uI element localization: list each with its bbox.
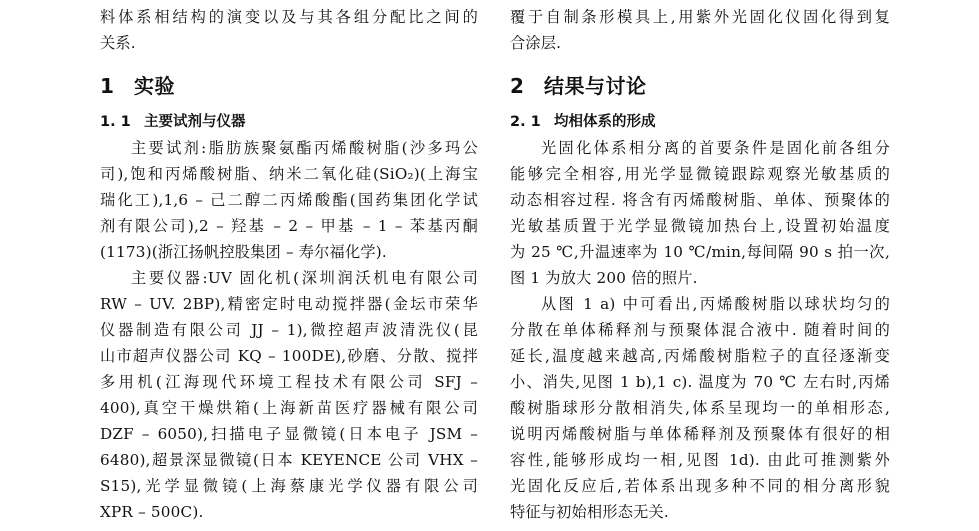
body-text-line: 分散在单体稀释剂与预聚体混合液中. 随着时间的 [510,321,890,339]
body-text-line: S15),光学显微镜(上海蔡康光学仪器有限公司 [100,477,478,495]
subsection-title: 均相体系的形成 [554,114,656,130]
body-text-line: DZF – 6050),扫描电子显微镜(日本电子 JSM – [100,425,478,443]
body-text-line: 动态相容过程. 将含有丙烯酸树脂、单体、预聚体的 [510,191,890,209]
left-column [100,4,478,525]
body-text-line: 山市超声仪器公司 KQ – 100DE),砂磨、分散、搅拌 [100,347,478,365]
body-text-line: 光固化反应后,若体系出现多种不同的相分离形貌 [510,477,890,495]
body-text-line: 覆于自制条形模具上,用紫外光固化仪固化得到复 [510,8,890,26]
section-title: 实验 [134,74,175,98]
body-text-line: 延长,温度越来越高,丙烯酸树脂粒子的直径逐渐变 [510,347,890,365]
body-text-line: 关系. [100,34,136,52]
section-heading-1 [100,73,478,99]
subsection-heading-1-1 [100,109,478,135]
body-text-line: 酸树脂球形分散相消失,体系呈现均一的单相形态, [510,399,890,417]
section-title: 结果与讨论 [544,74,647,98]
body-text-line: 说明丙烯酸树脂与单体稀释剂及预聚体有很好的相 [510,425,890,443]
body-text-line: XPR – 500C). [100,503,204,521]
section-number: 1 [100,74,115,98]
body-text-line: 合涂层. [510,34,562,52]
subsection-number: 2. 1 [510,114,541,130]
homogeneous-system-paragraph-2 [510,291,890,525]
body-text-line: 6480),超景深显微镜(日本 KEYENCE 公司 VHX – [100,451,478,469]
body-text-line: 多用机(江海现代环境工程技术有限公司 SFJ – [100,373,478,391]
instruments-paragraph [100,265,478,525]
body-text-line: 料体系相结构的演变以及与其各组分配比之间的 [100,8,478,26]
body-text-line: 400),真空干燥烘箱(上海新苗医疗器械有限公司 [100,399,478,417]
right-column [510,4,890,525]
body-text-line: 光固化体系相分离的首要条件是固化前各组分 [541,139,890,157]
body-text-line: 为 25 ℃,升温速率为 10 ℃/min,每间隔 90 s 拍一次, [510,243,890,261]
body-text-line: 主要仪器:UV 固化机(深圳润沃机电有限公司 [131,269,478,287]
reagents-paragraph [100,135,478,265]
body-text-line: 特征与初始相形态无关. [510,503,669,521]
section-heading-2 [510,73,890,99]
body-text-line: 小、消失,见图 1 b),1 c). 温度为 70 ℃ 左右时,丙烯 [510,373,890,391]
body-text-line: 司),饱和丙烯酸树脂、纳米二氧化硅(SiO₂)(上海宝 [100,165,478,183]
homogeneous-system-paragraph-1 [510,135,890,291]
body-text-line: 能够完全相容,用光学显微镜跟踪观察光敏基质的 [510,165,890,183]
body-text-line: 容性,能够形成均一相,见图 1d). 由此可推测紫外 [510,451,890,469]
body-text-line: 瑞化工),1,6 – 己二醇二丙烯酸酯(国药集团化学试 [100,191,478,209]
body-text-line: 主要试剂:脂肪族聚氨酯丙烯酸树脂(沙多玛公 [131,139,478,157]
body-text-line: 剂有限公司),2 – 羟基 – 2 – 甲基 – 1 – 苯基丙酮 [100,217,478,235]
body-text-line: 仪器制造有限公司 JJ – 1),微控超声波清洗仪(昆 [100,321,478,339]
subsection-number: 1. 1 [100,114,131,130]
subsection-heading-2-1 [510,109,890,135]
body-text-line: 图 1 为放大 200 倍的照片. [510,269,698,287]
section-number: 2 [510,74,525,98]
body-text-line: 从图 1 a) 中可看出,丙烯酸树脂以球状均匀的 [541,295,890,313]
body-text-line: (1173)(浙江扬帆控股集团 – 寿尔福化学). [100,243,387,261]
body-text-line: RW – UV. 2BP),精密定时电动搅拌器(金坛市荣华 [100,295,478,313]
body-text-line: 光敏基质置于光学显微镜加热台上,设置初始温度 [510,217,890,235]
subsection-title: 主要试剂与仪器 [144,114,246,130]
